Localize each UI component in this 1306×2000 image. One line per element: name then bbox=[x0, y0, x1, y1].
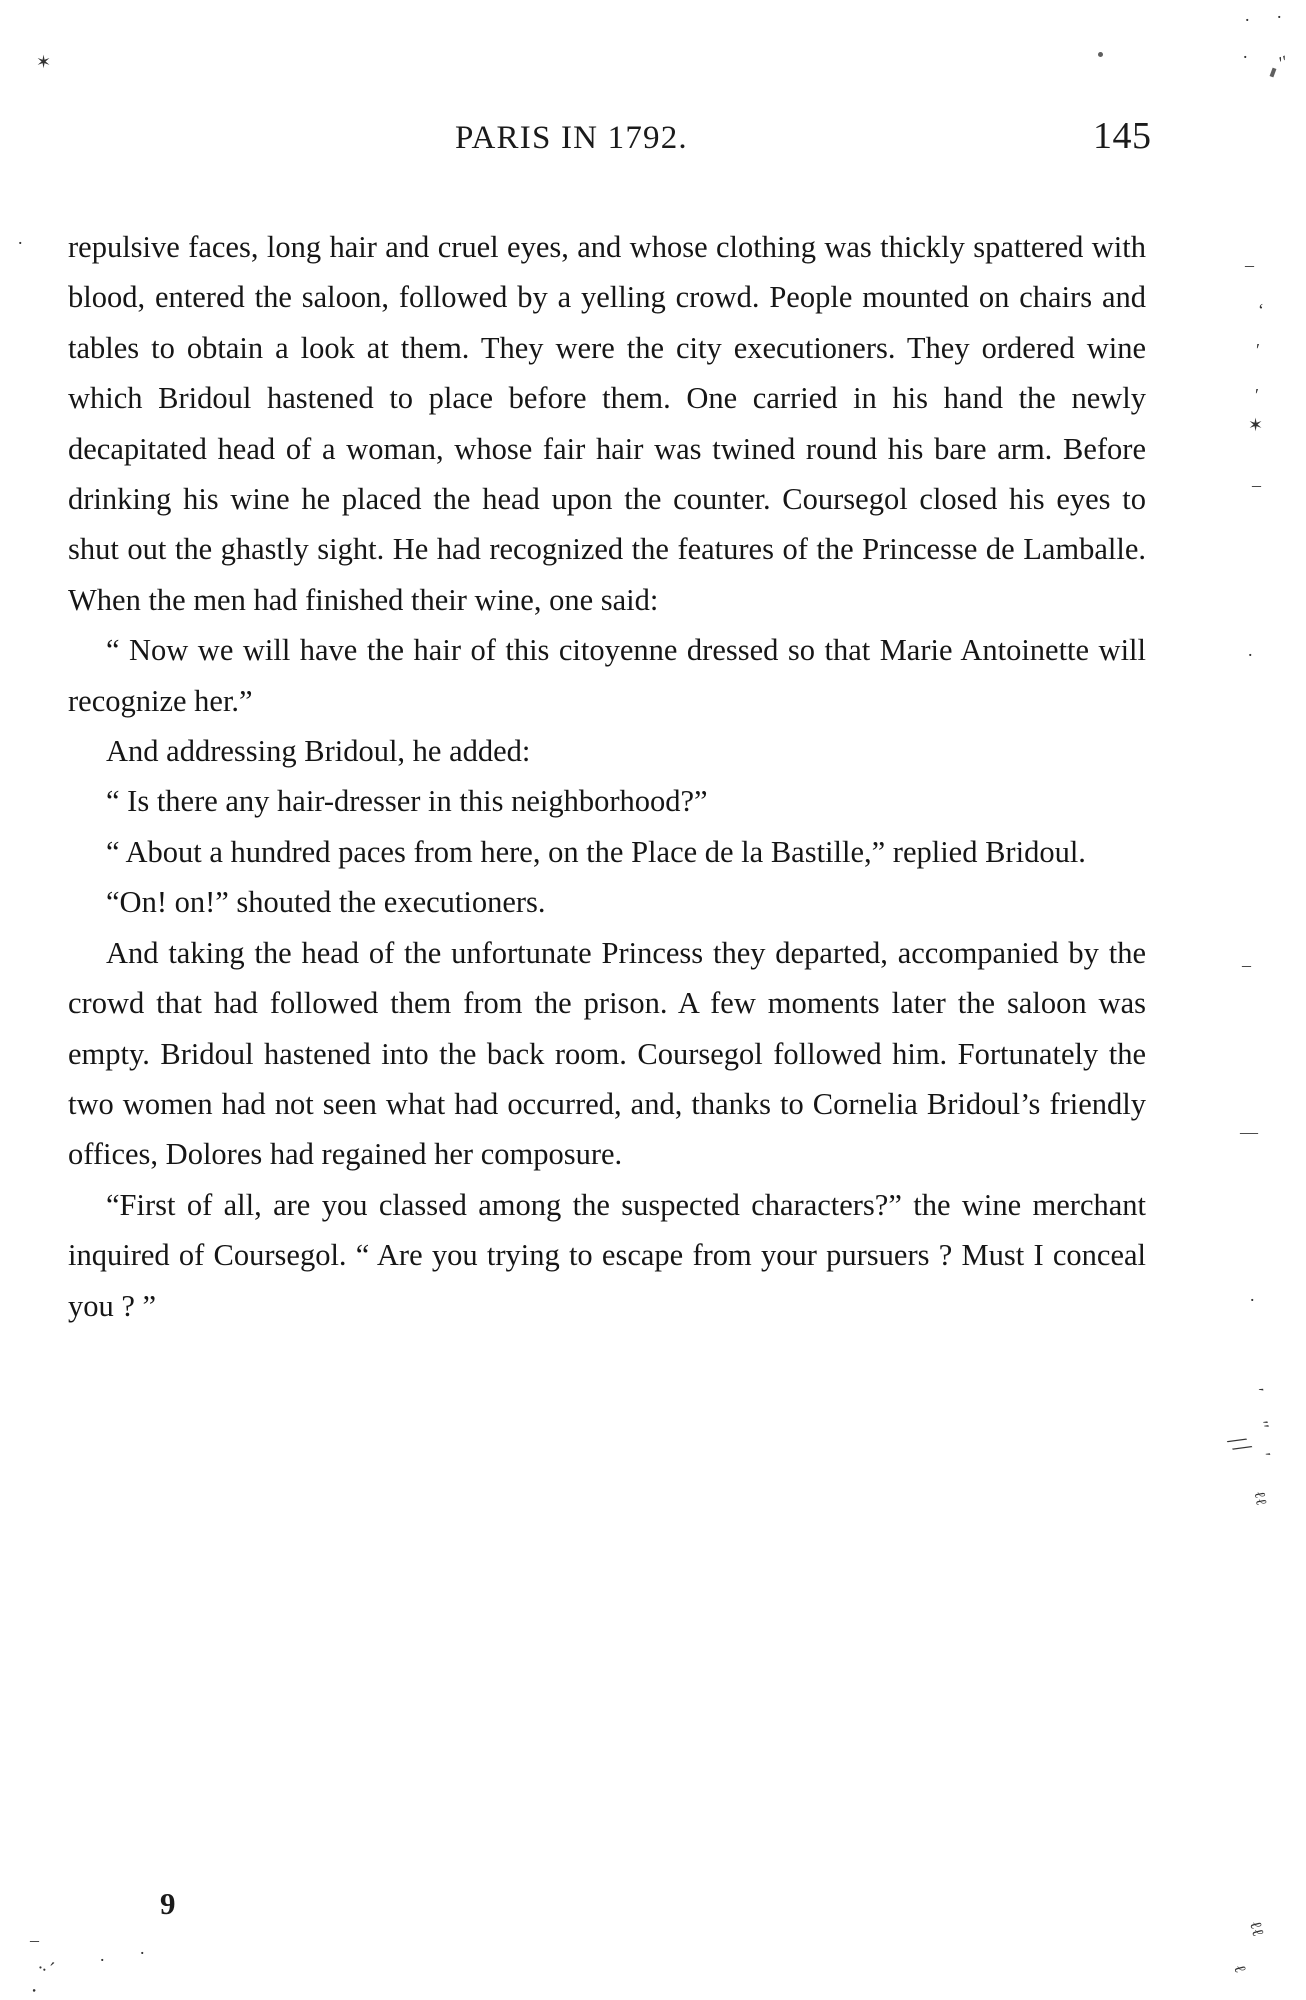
scan-speck-icon: ′ bbox=[1255, 385, 1259, 405]
scan-speck-icon: ′ bbox=[1254, 1450, 1275, 1460]
paragraph-6: “On! on!” shouted the executioners. bbox=[106, 885, 546, 920]
scan-speck-icon: . bbox=[1248, 640, 1253, 660]
paragraph-7: And taking the head of the unfortunate Princess they departed, accompanied by the crowd that had followed them from the prison. A few moments later the saloon was empty. Bridoul hastened into the back room. Coursegol followed him. Fortunately the two women had not seen what had occurred, and, thanks to Cornelia Bridoul’s friendly offices, Dolores had regained her composure. bbox=[68, 935, 1146, 1172]
scan-speck-icon: ℓℓ bbox=[1245, 1919, 1267, 1939]
scan-speck-icon bbox=[1270, 68, 1277, 78]
running-head-title-text: PARIS IN 1792. bbox=[455, 120, 688, 156]
scan-speck-icon: ✶ bbox=[36, 52, 52, 72]
scan-speck-icon: ‘ bbox=[1258, 300, 1264, 320]
scan-speck-icon: ..′ bbox=[36, 1953, 58, 1977]
paragraph-5: “ About a hundred paces from here, on the Place de la Bastille,” replied Bridoul. bbox=[106, 834, 1086, 869]
paragraph-2: “ Now we will have the hair of this citoyenne dressed so that Marie Antoinette will recognize her.” bbox=[68, 633, 1146, 718]
body-text bbox=[68, 222, 1146, 1331]
scan-speck-icon: ℓℓ bbox=[1250, 1489, 1269, 1507]
scan-speck-icon: – bbox=[1242, 955, 1251, 975]
scan-speck-icon: . bbox=[1243, 42, 1248, 62]
paragraph-8: “First of all, are you classed among the suspected characters?” the wine merchant inquired of Coursegol. “ Are you trying to escape from your pursuers ? Must I conceal you ? ” bbox=[68, 1187, 1146, 1323]
running-head bbox=[0, 115, 1306, 166]
scan-speck-icon: . bbox=[1245, 5, 1250, 25]
paragraph-1: repulsive faces, long hair and cruel eyes, and whose clothing was thickly spattered with blood, entered the saloon, followed by a yelling crowd. People mounted on chairs and tables to obtain a look at them. They were the city executioners. They ordered wine which Bridoul hastened to place before them. One carried in his hand the newly decapitated head of a woman, whose fair hair was twined round his bare arm. Before drinking his wine he placed the head upon the counter. Coursegol closed his eyes to shut out the ghastly sight. He had recognized the features of the Princesse de Lamballe. When the men had finished their wine, one said: bbox=[68, 230, 1146, 617]
scan-speck-icon: ′ bbox=[1256, 340, 1260, 360]
scan-speck-icon: ╱╱ bbox=[1226, 1432, 1251, 1457]
scan-speck-icon: . bbox=[29, 1972, 45, 1998]
scan-speck-icon: — bbox=[1240, 1122, 1258, 1142]
paragraph-3: And addressing Bridoul, he added: bbox=[106, 734, 531, 769]
scan-speck-icon: . bbox=[1250, 1285, 1255, 1305]
scan-speck-icon: – bbox=[30, 1930, 39, 1950]
scan-speck-icon: . bbox=[18, 228, 23, 248]
running-head-title bbox=[455, 120, 688, 157]
paragraph-4: “ Is there any hair-dresser in this neighborhood?” bbox=[106, 784, 708, 819]
scan-speck-icon: . bbox=[140, 1938, 145, 1958]
signature-mark: 9 bbox=[160, 1886, 176, 1921]
scan-speck-icon: ′ bbox=[1247, 1386, 1268, 1395]
scan-speck-icon: ℓ bbox=[1230, 1962, 1249, 1975]
scan-speck-icon: . bbox=[1277, 2, 1282, 22]
scan-speck-icon: – bbox=[1245, 255, 1254, 275]
scan-speck-icon: ✶ bbox=[1248, 415, 1264, 435]
scan-speck-icon: ′′ bbox=[1276, 51, 1291, 73]
scan-speck-icon: – bbox=[1252, 475, 1261, 495]
scan-speck-icon: . bbox=[100, 1945, 105, 1965]
scan-speck-icon: ′′ bbox=[1251, 1418, 1274, 1432]
page-number: 145 bbox=[1093, 115, 1152, 157]
scan-speck-icon bbox=[1098, 52, 1103, 57]
